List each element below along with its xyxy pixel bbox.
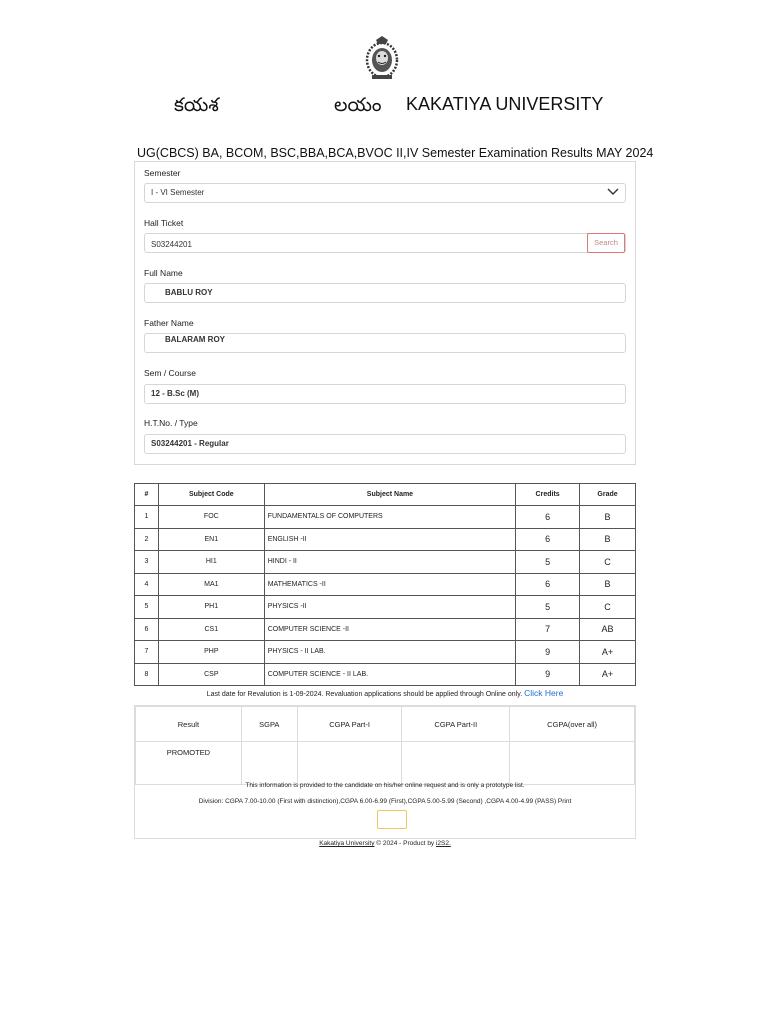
row-code: PH1 (158, 596, 264, 619)
row-code: CS1 (158, 618, 264, 641)
table-row (135, 551, 636, 574)
header-subject-code: Subject Code (158, 484, 264, 506)
header-grade: Grade (580, 484, 636, 506)
row-no: 8 (135, 663, 159, 686)
results-header-row (136, 707, 635, 742)
table-row (135, 618, 636, 641)
revaluation-notice (134, 688, 636, 698)
row-credits: 6 (516, 573, 580, 596)
row-credits: 6 (516, 528, 580, 551)
results-value-row (136, 742, 635, 785)
row-code: MA1 (158, 573, 264, 596)
row-name: FUNDAMENTALS OF COMPUTERS (264, 506, 515, 529)
results-table (135, 706, 635, 785)
row-credits: 6 (516, 506, 580, 529)
header-cgpa-overall: CGPA(over all) (510, 707, 635, 742)
search-button[interactable]: Search (587, 233, 625, 253)
info-text: This information is provided to the candidate on his/her online request and is only a prototype list. (245, 782, 525, 789)
father-name-label: Father Name (144, 318, 194, 328)
semester-select[interactable] (144, 183, 626, 203)
chevron-down-icon (607, 187, 619, 197)
row-no: 7 (135, 641, 159, 664)
row-no: 3 (135, 551, 159, 574)
row-grade: C (580, 551, 636, 574)
htno-type-label: H.T.No. / Type (144, 418, 198, 428)
hall-ticket-field (144, 233, 626, 253)
header-sgpa: SGPA (241, 707, 297, 742)
print-button[interactable] (377, 810, 407, 829)
row-credits: 9 (516, 641, 580, 664)
row-grade: B (580, 573, 636, 596)
row-credits: 7 (516, 618, 580, 641)
title-telugu-part1: కయశ (174, 94, 219, 116)
cgpa-overall-value (510, 742, 635, 785)
row-code: FOC (158, 506, 264, 529)
row-no: 5 (135, 596, 159, 619)
cgpa-part1-value (297, 742, 402, 785)
row-credits: 5 (516, 551, 580, 574)
row-name: PHYSICS -II (264, 596, 515, 619)
row-credits: 5 (516, 596, 580, 619)
exam-heading: UG(CBCS) BA, BCOM, BSC,BBA,BCA,BVOC II,IV Semester Examination Results MAY 2024 (137, 146, 654, 160)
title-english: KAKATIYA UNIVERSITY (406, 94, 604, 114)
row-grade: B (580, 528, 636, 551)
header-subject-name: Subject Name (264, 484, 515, 506)
click-here-link[interactable]: Click Here (524, 688, 564, 698)
table-row (135, 528, 636, 551)
footer-org-link[interactable]: Kakatiya University (319, 840, 375, 847)
row-no: 6 (135, 618, 159, 641)
subjects-header-row (135, 484, 636, 506)
cgpa-part2-value (402, 742, 510, 785)
header-no: # (135, 484, 159, 506)
row-name: HINDI - II (264, 551, 515, 574)
semester-select-value: I - VI Semester (151, 188, 205, 197)
row-name: COMPUTER SCIENCE -II (264, 618, 515, 641)
htno-type-field: S03244201 - Regular (144, 434, 626, 454)
table-row (135, 641, 636, 664)
header-cgpa-part2: CGPA Part-II (402, 707, 510, 742)
table-row (135, 506, 636, 529)
university-emblem-icon (362, 34, 402, 82)
student-form-panel (134, 161, 636, 465)
row-credits: 9 (516, 663, 580, 686)
sgpa-value (241, 742, 297, 785)
result-value: PROMOTED (136, 742, 242, 785)
sem-course-field: 12 - B.Sc (M) (144, 384, 626, 404)
father-name-field: BALARAM ROY (144, 333, 626, 353)
row-name: PHYSICS - II LAB. (264, 641, 515, 664)
subjects-table (134, 483, 636, 686)
row-grade: C (580, 596, 636, 619)
row-name: COMPUTER SCIENCE - II LAB. (264, 663, 515, 686)
row-grade: AB (580, 618, 636, 641)
row-code: HI1 (158, 551, 264, 574)
full-name-label: Full Name (144, 268, 183, 278)
row-grade: A+ (580, 641, 636, 664)
header-credits: Credits (516, 484, 580, 506)
row-code: EN1 (158, 528, 264, 551)
row-grade: A+ (580, 663, 636, 686)
table-row (135, 573, 636, 596)
row-no: 2 (135, 528, 159, 551)
revaluation-text: Last date for Revalution is 1-09-2024. Revaluation applications should be applied through Online only. (206, 691, 523, 698)
footer-vendor-link[interactable]: i2S2. (435, 840, 451, 847)
footer (134, 840, 636, 847)
title-telugu-part2: లయం (334, 94, 382, 116)
division-text: Division: CGPA 7.00-10.00 (First with distinction),CGPA 6.00-6.99 (First),CGPA 5.00-5.99 (Second) ,CGPA 4.00-4.99 (PASS) Print (198, 798, 572, 805)
row-no: 1 (135, 506, 159, 529)
full-name-field: BABLU ROY (144, 283, 626, 303)
row-code: PHP (158, 641, 264, 664)
row-no: 4 (135, 573, 159, 596)
header-result: Result (136, 707, 242, 742)
row-name: ENGLISH -II (264, 528, 515, 551)
hall-ticket-input[interactable] (145, 234, 593, 254)
row-code: CSP (158, 663, 264, 686)
table-row (135, 663, 636, 686)
sem-course-label: Sem / Course (144, 368, 196, 378)
table-row (135, 596, 636, 619)
footer-middle-text: © 2024 - Product by (374, 840, 436, 847)
header-cgpa-part1: CGPA Part-I (297, 707, 402, 742)
result-panel (134, 705, 636, 839)
semester-label: Semester (144, 168, 181, 178)
row-grade: B (580, 506, 636, 529)
hall-ticket-label: Hall Ticket (144, 218, 184, 228)
university-title (0, 94, 768, 124)
row-name: MATHEMATICS -II (264, 573, 515, 596)
